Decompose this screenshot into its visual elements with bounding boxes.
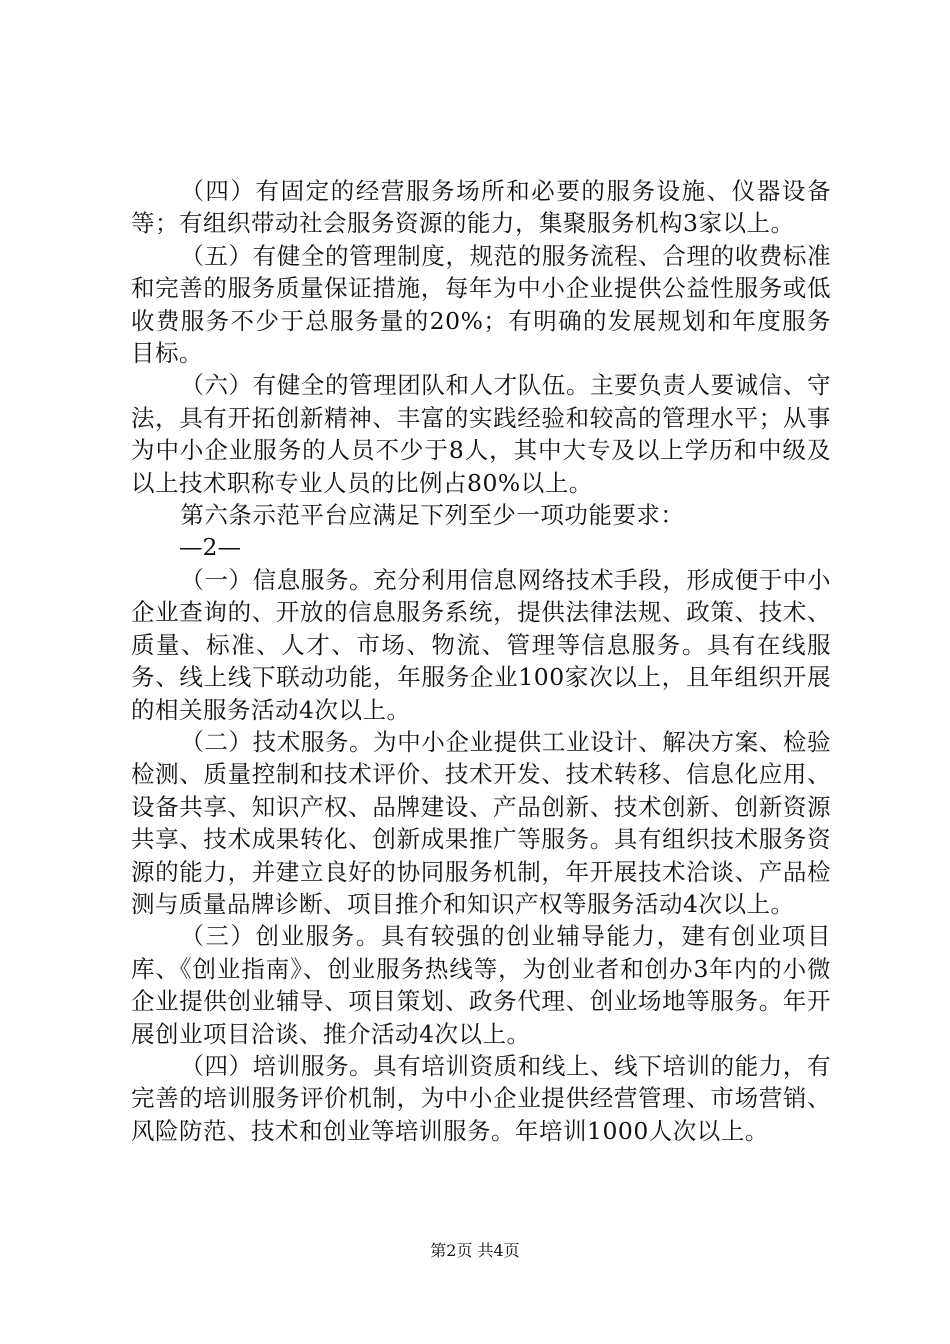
document-body — [131, 175, 831, 1147]
page-footer: 第2页 共4页 — [430, 1241, 520, 1260]
page-number-marker: —2— — [179, 533, 241, 562]
paragraph-item-6: （六）有健全的管理团队和人才队伍。主要负责人要诚信、守法，具有开拓创新精神、丰富的实践经验和较高的管理水平；从事为中小企业服务的人员不少于8人，其中大专及以上学历和中级及以上技术职称专业人员的比例占80%以上。 — [131, 371, 831, 497]
paragraph-information-service: （一）信息服务。充分利用信息网络技术手段，形成便于中小企业查询的、开放的信息服务系统，提供法律法规、政策、技术、质量、标准、人才、市场、物流、管理等信息服务。具有在线服务、线上线下联动功能，年服务企业100家次以上，且年组织开展的相关服务活动4次以上。 — [131, 565, 831, 724]
paragraph-training-service: （四）培训服务。具有培训资质和线上、线下培训的能力，有完善的培训服务评价机制，为中小企业提供经营管理、市场营销、风险防范、技术和创业等培训服务。年培训1000人次以上。 — [131, 1051, 831, 1145]
paragraph-item-4: （四）有固定的经营服务场所和必要的服务设施、仪器设备等；有组织带动社会服务资源的能力，集聚服务机构3家以上。 — [131, 177, 831, 238]
paragraph-technical-service: （二）技术服务。为中小企业提供工业设计、解决方案、检验检测、质量控制和技术评价、技术开发、技术转移、信息化应用、设备共享、知识产权、品牌建设、产品创新、技术创新、创新资源共享、技术成果转化、创新成果推广等服务。具有组织技术服务资源的能力，并建立良好的协同服务机制，年开展技术洽谈、产品检测与质量品牌诊断、项目推介和知识产权等服务活动4次以上。 — [131, 727, 831, 918]
article-six-heading: 第六条示范平台应满足下列至少一项功能要求： — [180, 501, 685, 530]
paragraph-item-5: （五）有健全的管理制度，规范的服务流程、合理的收费标准和完善的服务质量保证措施，每年为中小企业提供公益性服务或低收费服务不少于总服务量的20%；有明确的发展规划和年度服务目标。 — [131, 241, 831, 368]
paragraph-entrepreneurship-service: （三）创业服务。具有较强的创业辅导能力，建有创业项目库、《创业指南》、创业服务热线等，为创业者和创办3年内的小微企业提供创业辅导、项目策划、政务代理、创业场地等服务。年开展创业项目洽谈、推介活动4次以上。 — [131, 922, 831, 1048]
